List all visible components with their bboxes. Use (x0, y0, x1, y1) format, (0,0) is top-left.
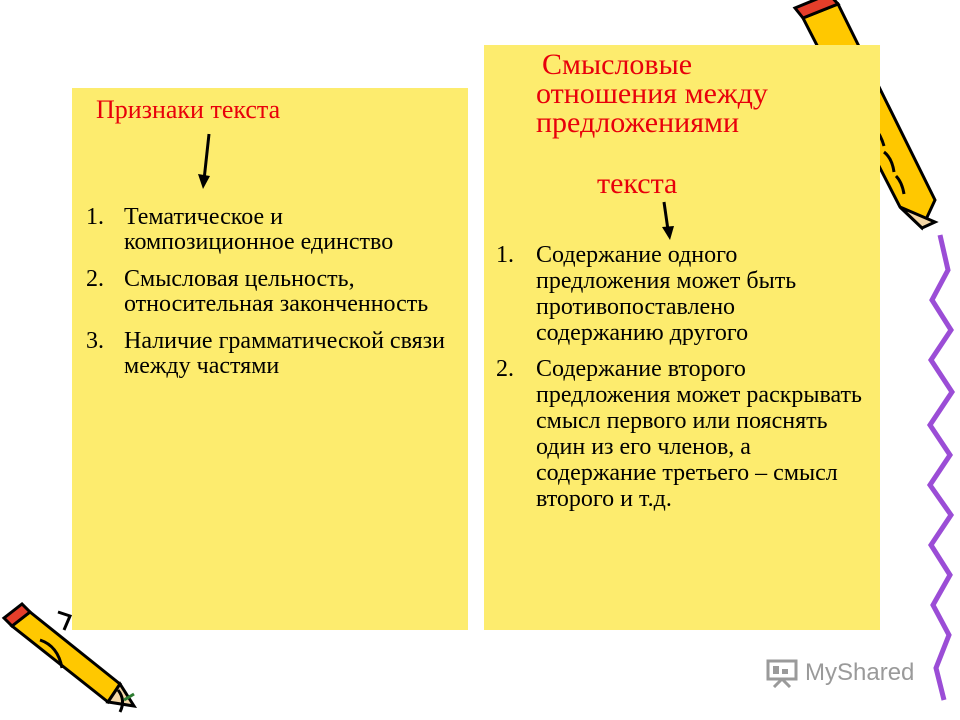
text-features-panel (72, 88, 468, 630)
panel-heading: Признаки текста (96, 95, 281, 124)
relations-list (484, 242, 864, 522)
features-list (72, 205, 452, 391)
squiggle-line (930, 235, 952, 700)
panel-heading-line: текста (597, 167, 678, 200)
list-item: 3. Наличие грамматической связи между частями (86, 328, 445, 379)
panel-heading-line: Смысловые (542, 48, 693, 81)
logo-text: MyShared (805, 659, 915, 686)
arrow-down-icon (656, 200, 682, 242)
list-item: 1. Тематическое и композиционное единство (86, 204, 394, 255)
arrow-down-icon (192, 132, 222, 192)
list-item: 2. Смысловая цельность, относительная законченность (86, 266, 429, 317)
myshared-logo (765, 656, 914, 690)
presentation-board-icon (765, 658, 799, 688)
panel-heading-line: предложениями (536, 106, 740, 139)
list-item: 1. Содержание одного предложения может быть противопоставлено содержанию другого (496, 242, 797, 346)
list-item: 2. Содержание второго предложения может раскрывать смысл первого или пояснять один из его членов, а содержание третьего – смысл второго и т.д. (496, 356, 862, 512)
sentence-relations-panel (484, 45, 880, 630)
panel-heading-line: отношения между (536, 77, 768, 110)
